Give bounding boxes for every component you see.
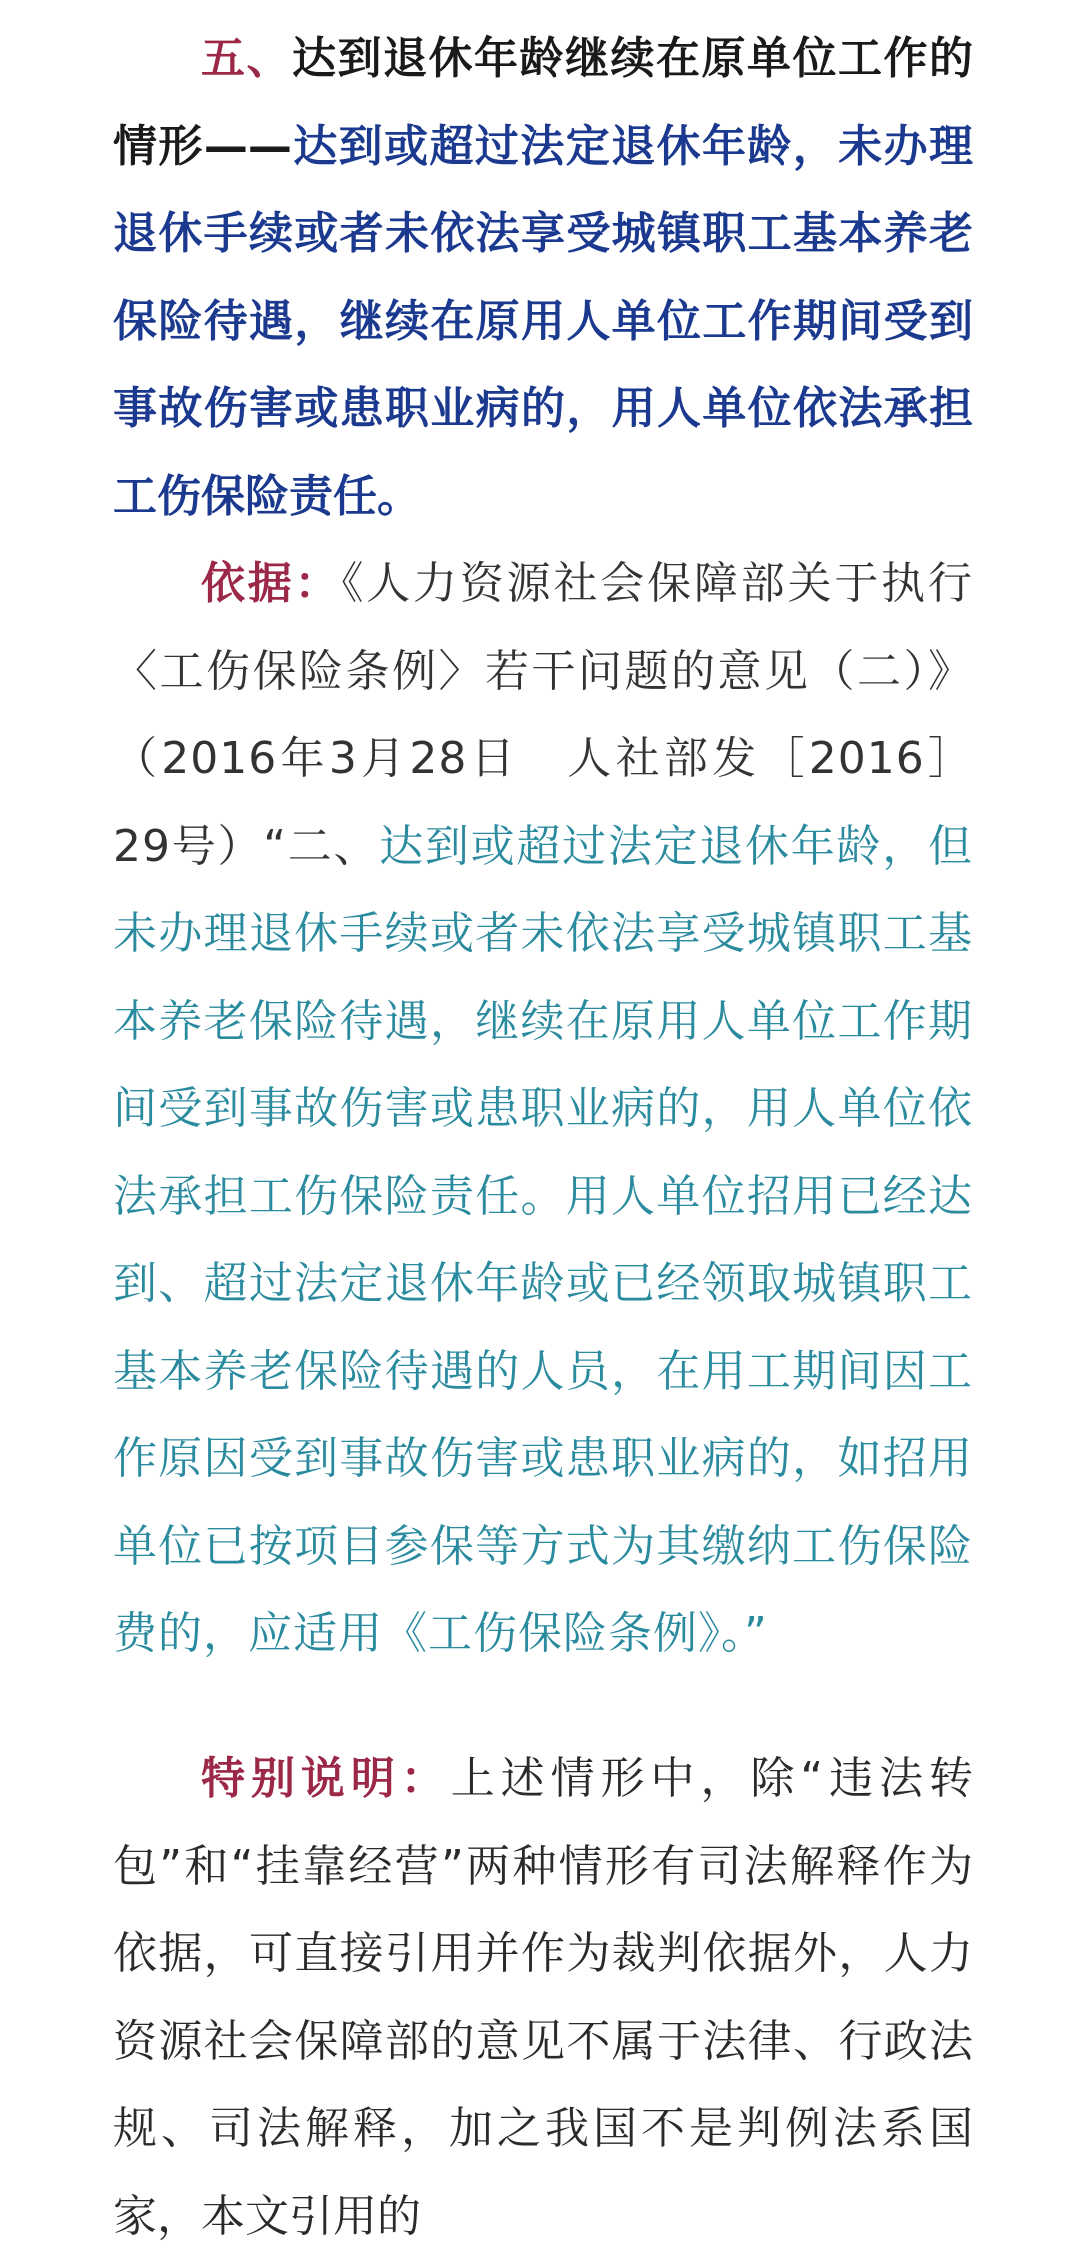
basis-paragraph <box>113 540 973 1678</box>
basis-quote: 达到或超过法定退休年龄，但未办理退休手续或者未依法享受城镇职工基本养老保险待遇，继续在原用人单位工作期间受到事故伤害或患职业病的，用人单位依法承担工伤保险责任。用人单位招用已经达到、超过法定退休年龄或已经领取城镇职工基本养老保险待遇的人员，在用工期间因工作原因受到事故伤害或患职业病的，如招用单位已按项目参保等方式为其缴纳工伤保险费的，应适用《工伤保险条例》。” <box>113 820 973 1659</box>
special-note-label: 特别说明： <box>201 1753 451 1804</box>
special-note-text: 上述情形中，除“违法转包”和“挂靠经营”两种情形有司法解释作为依据，可直接引用并作为裁判依据外，人力资源社会保障部的意见不属于法律、行政法规、司法解释，加之我国不是判例法系国家，本文引用的 <box>113 1753 973 2242</box>
section-title: 达到退休年龄继续在原单位工作的情形—— <box>113 33 973 172</box>
section-rule-text: 达到或超过法定退休年龄，未办理退休手续或者未依法享受城镇职工基本养老保险待遇，继续在原用人单位工作期间受到事故伤害或患职业病的，用人单位依法承担工伤保险责任。 <box>113 120 974 522</box>
basis-source: 《人力资源社会保障部关于执行〈工伤保险条例〉若干问题的意见（二）》（2016年3月28日 人社部发［2016］29号）“二、 <box>113 558 973 872</box>
section-five-paragraph <box>113 15 973 540</box>
special-note-paragraph <box>113 1735 973 2260</box>
section-number: 五、 <box>201 33 292 84</box>
basis-label: 依据： <box>201 558 342 609</box>
